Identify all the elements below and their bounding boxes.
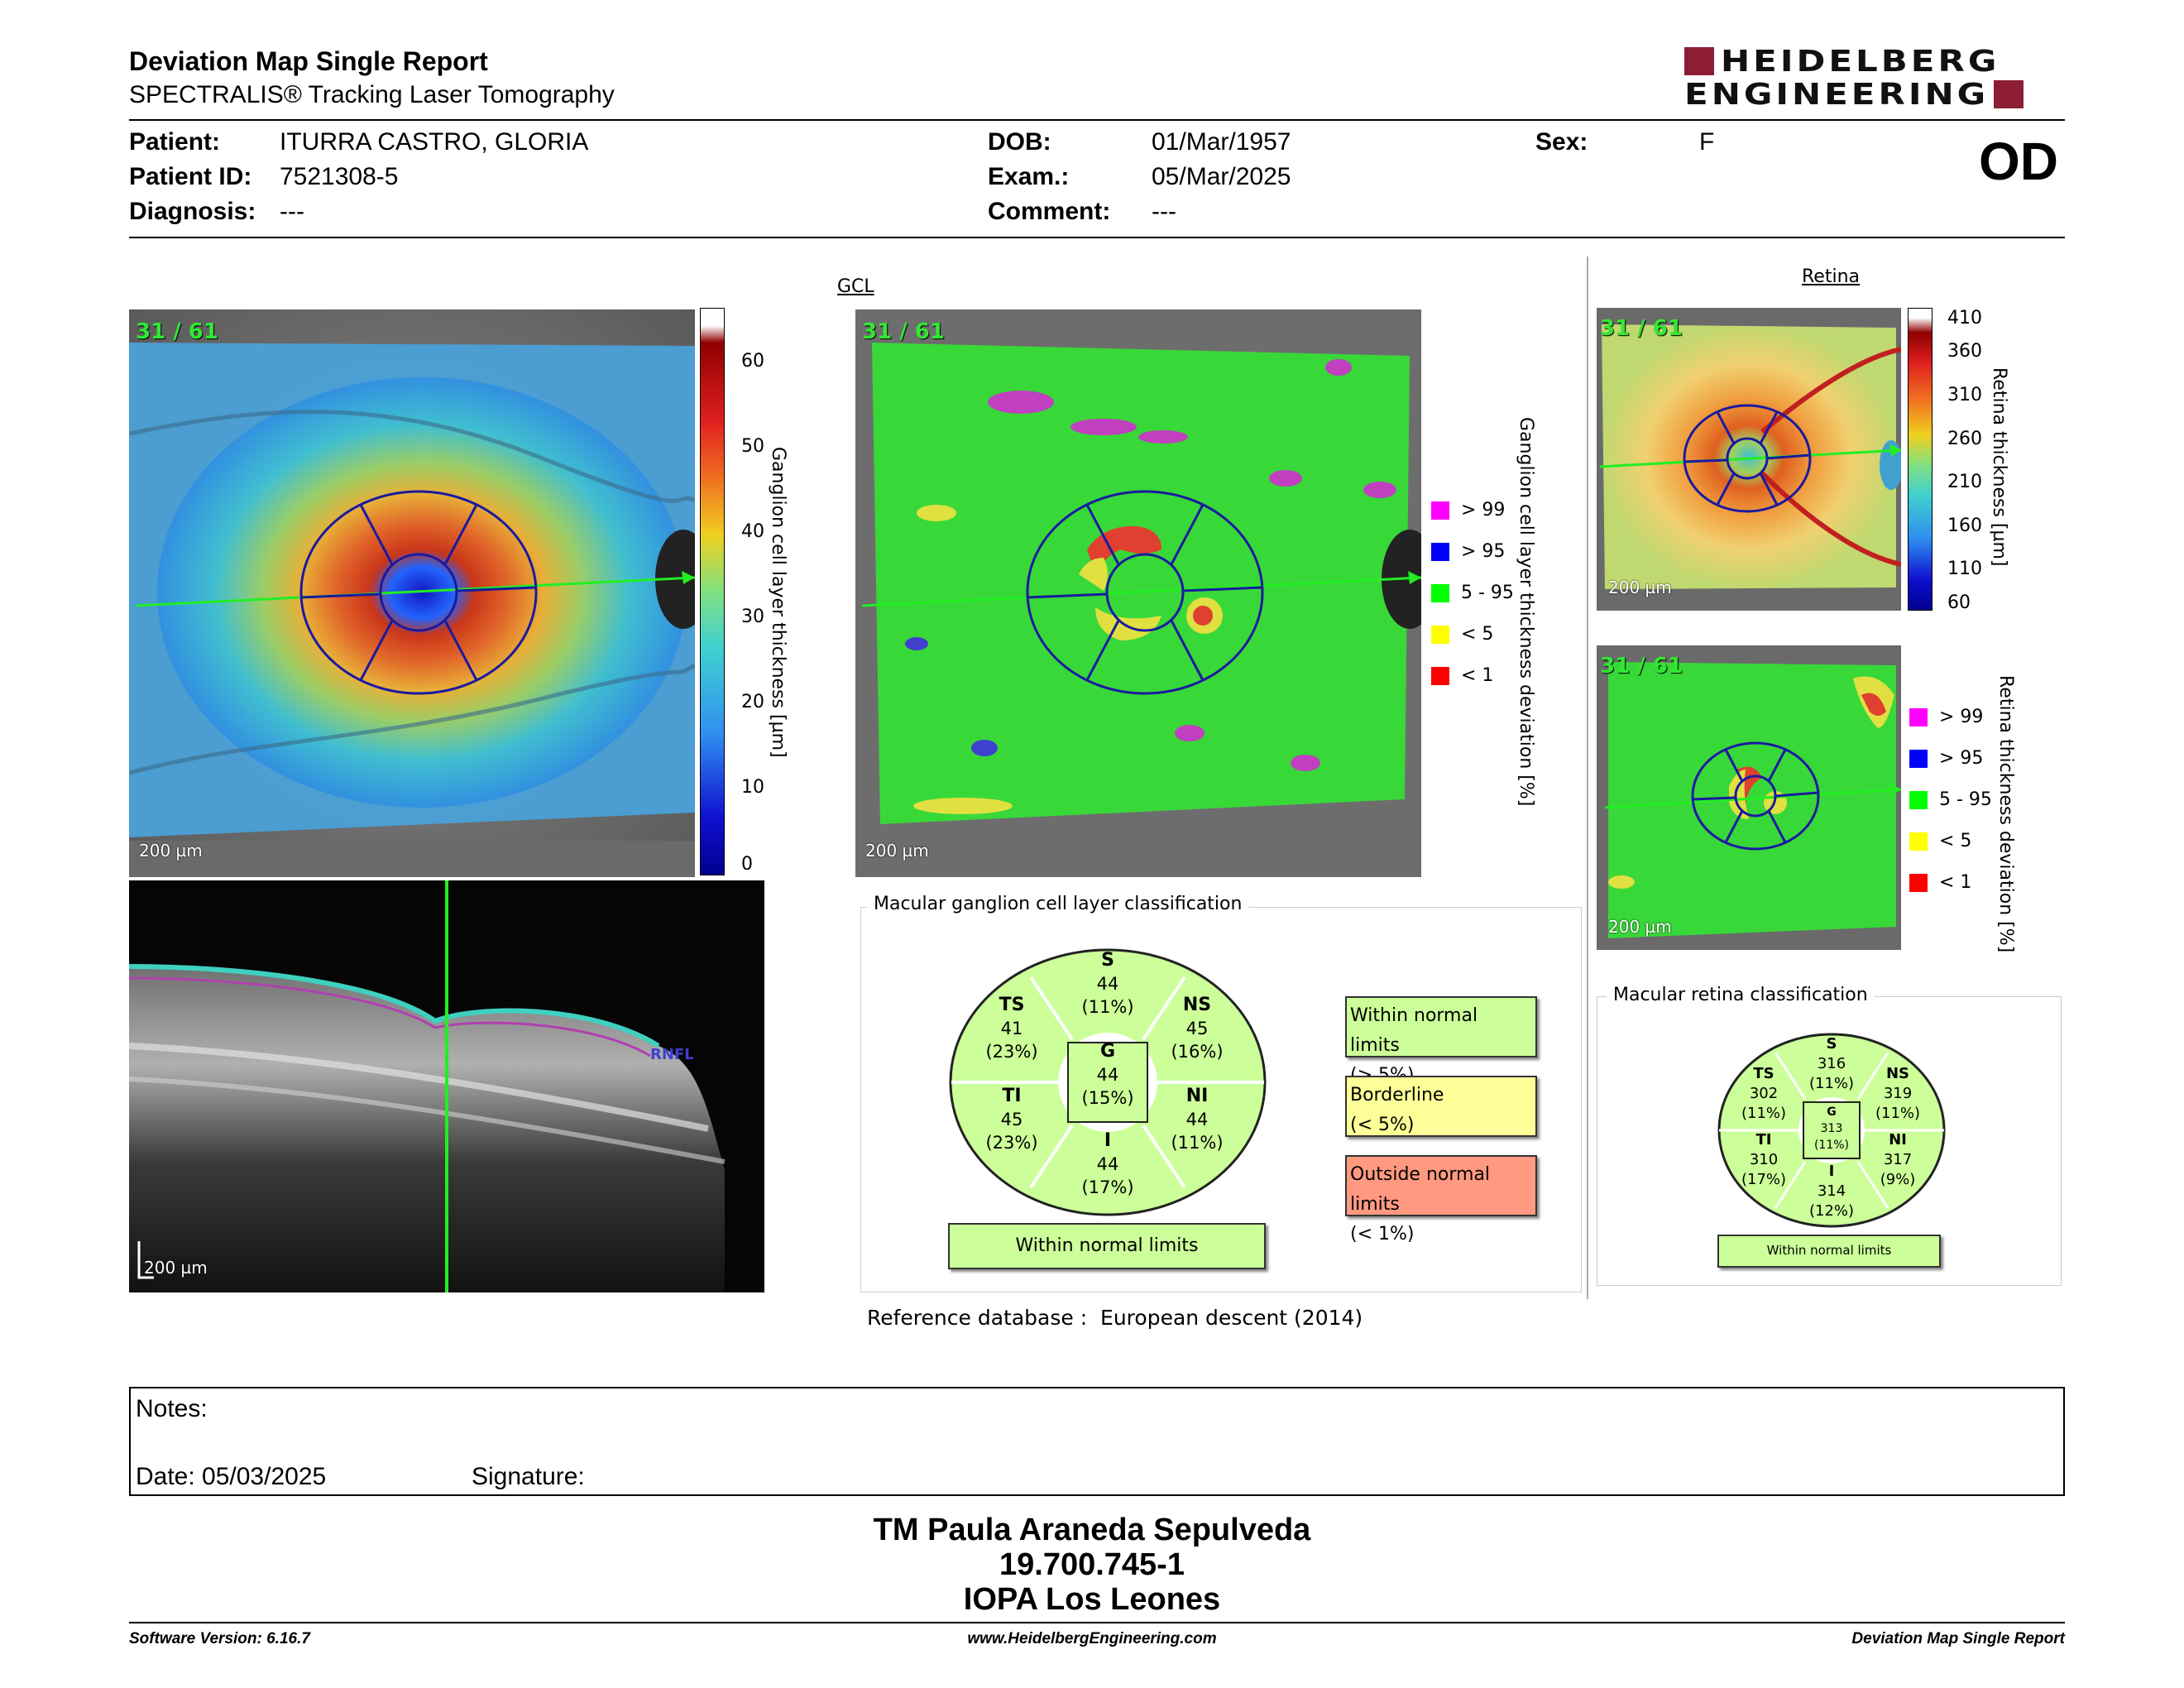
gcl-thickness-map[interactable] xyxy=(129,309,695,877)
gcl-thickness-image xyxy=(129,309,695,877)
bscan-scale-label: 200 µm xyxy=(144,1258,208,1278)
gcl-tick-30: 30 xyxy=(741,607,764,627)
comment-value: --- xyxy=(1152,198,1176,225)
retina-sector-ti: TI 310 (17%) xyxy=(1741,1131,1787,1188)
retina-classification-title: Macular retina classification xyxy=(1607,985,1875,1005)
exam-value: 05/Mar/2025 xyxy=(1152,163,1291,190)
gcl-legend-5-95: 5 - 95 xyxy=(1431,583,1514,603)
patient-label: Patient: xyxy=(129,128,221,156)
info-divider xyxy=(129,237,2065,238)
retina-tick-160: 160 xyxy=(1947,516,1982,536)
operator-id: 19.700.745-1 xyxy=(999,1547,1185,1582)
retina-legend-gt99: > 99 xyxy=(1909,707,1983,727)
gcl-deviation-axis-label: Ganglion cell layer thickness deviation [%] xyxy=(1516,417,1536,807)
logo-square-icon xyxy=(1684,47,1714,75)
gcl-legend-lt1: < 1 xyxy=(1431,665,1493,686)
retina-frame-counter: 31 / 61 xyxy=(1600,316,1683,341)
gcl-frame-counter: 31 / 61 xyxy=(136,319,218,344)
retina-legend-lt5: < 5 xyxy=(1909,831,1971,851)
retina-result-box: Within normal limits xyxy=(1717,1235,1941,1268)
gcl-thickness-axis-label: Ganglion cell layer thickness [µm] xyxy=(768,447,788,758)
retina-deviation-map[interactable] xyxy=(1597,645,1901,950)
retina-tick-110: 110 xyxy=(1947,559,1982,579)
dob-label: DOB: xyxy=(988,128,1051,156)
retina-tick-310: 310 xyxy=(1947,385,1982,405)
retina-scale-label: 200 µm xyxy=(1608,578,1672,597)
gcl-deviation-image xyxy=(855,309,1421,877)
reference-database: Reference database : European descent (2014) xyxy=(867,1306,1363,1330)
operator-name: TM Paula Araneda Sepulveda xyxy=(873,1513,1311,1547)
retina-sector-ts: TS 302 (11%) xyxy=(1741,1065,1787,1122)
report-subtitle: SPECTRALIS® Tracking Laser Tomography xyxy=(129,81,615,108)
legend-swatch-yellow xyxy=(1431,626,1449,644)
retina-legend-lt1: < 1 xyxy=(1909,872,1971,893)
report-title: Deviation Map Single Report xyxy=(129,46,488,76)
retina-thickness-axis-label: Retina thickness [µm] xyxy=(1989,367,2009,567)
retina-tick-60: 60 xyxy=(1947,592,1971,613)
gcl-result-box: Within normal limits xyxy=(948,1223,1266,1269)
legend-swatch-magenta xyxy=(1431,501,1449,520)
diagnosis-value: --- xyxy=(280,198,304,225)
retina-thickness-colorbar xyxy=(1908,308,1933,611)
section-divider xyxy=(1587,257,1588,1299)
retina-legend-5-95: 5 - 95 xyxy=(1909,789,1992,810)
gcl-deviation-map[interactable] xyxy=(855,309,1421,877)
gcl-section-title: GCL xyxy=(837,276,874,297)
legend-swatch-green xyxy=(1431,584,1449,602)
gcl-deviation-frame-counter: 31 / 61 xyxy=(862,319,945,344)
gcl-deviation-scale-label: 200 µm xyxy=(865,841,929,861)
gcl-sector-ti: TI 45 (23%) xyxy=(985,1086,1038,1153)
gcl-sector-ns: NS 45 (16%) xyxy=(1171,995,1224,1062)
retina-deviation-scale-label: 200 µm xyxy=(1608,917,1672,937)
footer-report-name: Deviation Map Single Report xyxy=(1851,1630,2065,1647)
oct-bscan-image xyxy=(129,880,764,1292)
retina-section-title: Retina xyxy=(1802,266,1860,287)
eye-indicator: OD xyxy=(1979,132,2058,191)
notes-date: Date: 05/03/2025 xyxy=(136,1463,327,1490)
retina-sector-g: G 313 (11%) xyxy=(1813,1105,1850,1152)
retina-deviation-image xyxy=(1597,645,1901,950)
gcl-sector-ts: TS 41 (23%) xyxy=(985,995,1038,1062)
gcl-sector-g: G 44 (15%) xyxy=(1081,1041,1134,1108)
heidelberg-logo: HEIDELBERG ENGINEERING xyxy=(1684,45,2024,111)
rnfl-layer-label: RNFL xyxy=(650,1046,694,1063)
diagnosis-label: Diagnosis: xyxy=(129,198,256,225)
retina-tick-410: 410 xyxy=(1947,308,1982,328)
gcl-tick-20: 20 xyxy=(741,692,764,712)
sex-label: Sex: xyxy=(1535,128,1588,156)
legend-borderline: Borderline (< 5%) xyxy=(1345,1076,1537,1137)
legend-swatch-blue xyxy=(1431,543,1449,561)
retina-sector-s: S 316 (11%) xyxy=(1808,1035,1855,1092)
retina-thickness-map[interactable] xyxy=(1597,308,1901,611)
website-link[interactable]: www.HeidelbergEngineering.com xyxy=(967,1630,1217,1647)
gcl-tick-50: 50 xyxy=(741,436,764,457)
retina-tick-210: 210 xyxy=(1947,472,1982,492)
gcl-sector-s: S 44 (11%) xyxy=(1081,950,1134,1017)
notes-label: Notes: xyxy=(136,1395,208,1422)
retina-sector-i: I 314 (12%) xyxy=(1808,1163,1855,1220)
retina-tick-360: 360 xyxy=(1947,341,1982,362)
retina-sector-ns: NS 319 (11%) xyxy=(1875,1065,1921,1122)
signature-label: Signature: xyxy=(472,1463,585,1490)
software-version: Software Version: 6.16.7 xyxy=(129,1630,310,1647)
patient-id: 7521308-5 xyxy=(280,163,399,190)
legend-within-normal: Within normal limits xyxy=(1345,996,1537,1057)
gcl-legend-gt99: > 99 xyxy=(1431,500,1505,520)
gcl-thickness-colorbar xyxy=(700,308,725,875)
retina-tick-260: 260 xyxy=(1947,429,1982,449)
gcl-tick-0: 0 xyxy=(741,854,753,875)
retina-legend-gt95: > 95 xyxy=(1909,748,1983,769)
clinic-name: IOPA Los Leones xyxy=(963,1582,1221,1617)
header-divider xyxy=(129,119,2065,121)
gcl-tick-60: 60 xyxy=(741,351,764,372)
gcl-scale-label: 200 µm xyxy=(139,841,203,861)
gcl-tick-40: 40 xyxy=(741,521,764,542)
retina-sector-ni: NI 317 (9%) xyxy=(1880,1131,1916,1188)
legend-outside-normal: Outside normal limits (< 1%) xyxy=(1345,1155,1537,1216)
gcl-legend-lt5: < 5 xyxy=(1431,624,1493,645)
gcl-sector-i: I 44 (17%) xyxy=(1081,1130,1134,1197)
legend-swatch-red xyxy=(1431,667,1449,685)
patient-id-label: Patient ID: xyxy=(129,163,252,190)
comment-label: Comment: xyxy=(988,198,1111,225)
retina-deviation-frame-counter: 31 / 61 xyxy=(1600,654,1683,679)
gcl-legend-gt95: > 95 xyxy=(1431,541,1505,562)
sex-value: F xyxy=(1699,128,1715,156)
dob-value: 01/Mar/1957 xyxy=(1152,128,1291,156)
retina-thickness-image xyxy=(1597,308,1901,611)
oct-bscan[interactable] xyxy=(129,880,764,1292)
retina-deviation-axis-label: Retina thickness deviation [%] xyxy=(1995,675,2016,953)
exam-label: Exam.: xyxy=(988,163,1070,190)
notes-box[interactable] xyxy=(129,1387,2065,1496)
gcl-sector-ni: NI 44 (11%) xyxy=(1171,1086,1224,1153)
patient-name: ITURRA CASTRO, GLORIA xyxy=(280,128,589,156)
gcl-classification-title: Macular ganglion cell layer classification xyxy=(867,894,1248,914)
gcl-tick-10: 10 xyxy=(741,777,764,798)
footer-divider xyxy=(129,1622,2065,1623)
